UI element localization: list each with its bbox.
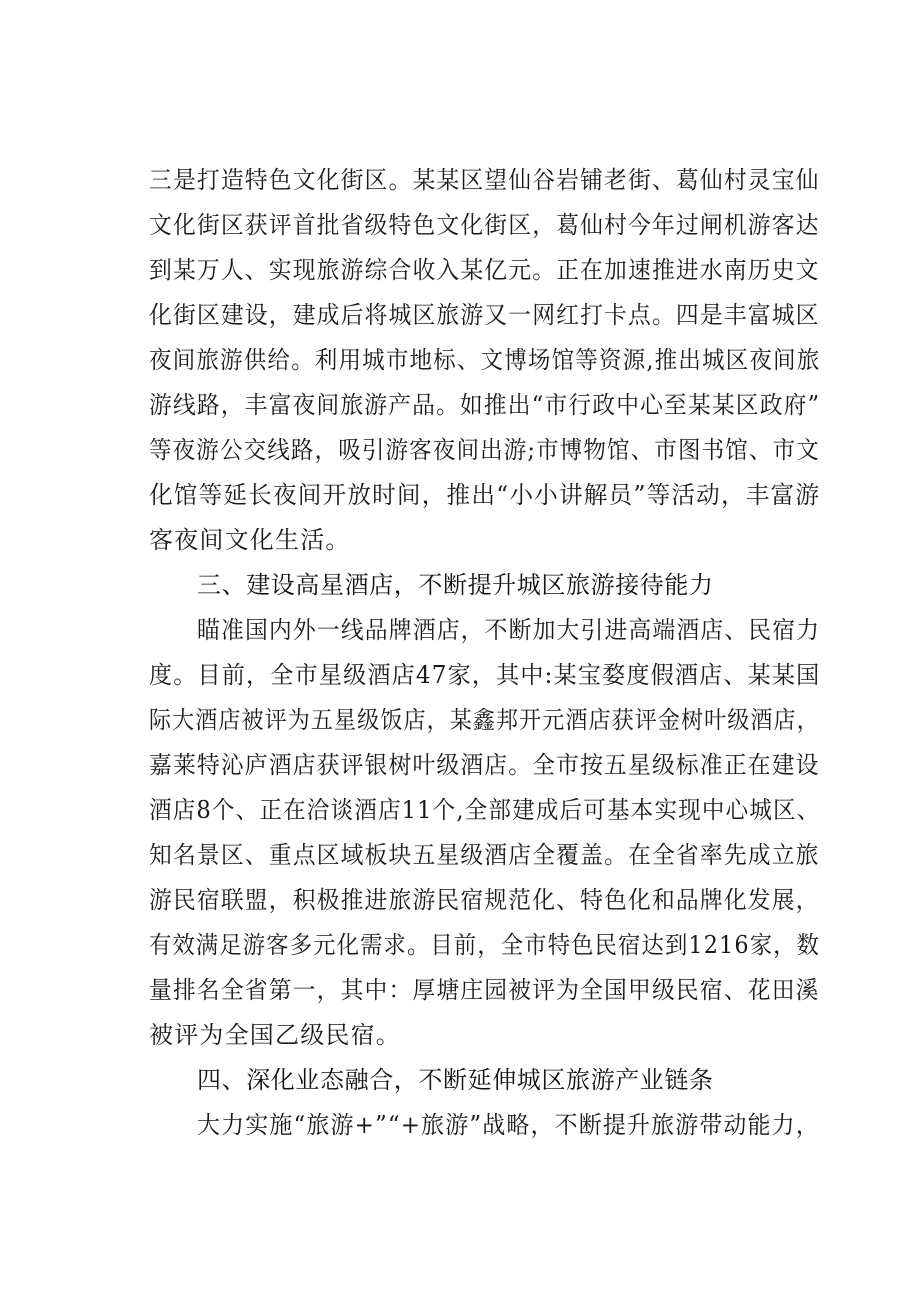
text-line: 游线路，丰富夜间旅游产品。如推出“市行政中心至某某区政府” [149,391,821,419]
section-heading: 四、深化业态融合，不断延伸城区旅游产业链条 [197,1066,714,1094]
text-line: 化馆等延长夜间开放时间，推出“小小讲解员”等活动，丰富游 [149,481,821,509]
text-line: 文化街区获评首批省级特色文化街区，葛仙村今年过闸机游客达 [149,211,820,239]
text-line: 嘉莱特沁庐酒店获评银树叶级酒店。全市按五星级标准正在建设 [149,751,820,779]
text-line: 到某万人、实现旅游综合收入某亿元。正在加速推进水南历史文 [149,256,820,284]
text-line: 知名景区、重点区域板块五星级酒店全覆盖。在全省率先成立旅 [149,841,820,869]
text-line: 夜间旅游供给。利用城市地标、文博场馆等资源,推出城区夜间旅 [149,346,821,374]
text-line: 客夜间文化生活。 [149,526,351,554]
text-line: 大力实施“旅游+”“+旅游”战略，不断提升旅游带动能力， [197,1111,820,1139]
text-line: 化街区建设，建成后将城区旅游又一网红打卡点。四是丰富城区 [149,301,820,329]
text-line: 有效满足游客多元化需求。目前，全市特色民宿达到1216家，数 [149,931,821,959]
text-line: 酒店8个、正在洽谈酒店11个,全部建成后可基本实现中心城区、 [149,796,821,824]
text-line: 度。目前，全市星级酒店47家，其中:某宝婺度假酒店、某某国 [149,661,821,689]
text-line: 三是打造特色文化街区。某某区望仙谷岩铺老街、葛仙村灵宝仙 [149,166,820,194]
text-line: 量排名全省第一，其中：厚塘庄园被评为全国甲级民宿、花田溪 [149,976,820,1004]
text-line: 瞄准国内外一线品牌酒店，不断加大引进高端酒店、民宿力 [197,616,821,644]
text-line: 游民宿联盟，积极推进旅游民宿规范化、特色化和品牌化发展， [149,886,820,914]
section-heading: 三、建设高星酒店，不断提升城区旅游接待能力 [197,571,714,599]
text-line: 等夜游公交线路，吸引游客夜间出游;市博物馆、市图书馆、市文 [149,436,820,464]
text-line: 际大酒店被评为五星级饭店，某鑫邦开元酒店获评金树叶级酒店， [149,706,820,734]
text-line: 被评为全国乙级民宿。 [149,1021,401,1049]
